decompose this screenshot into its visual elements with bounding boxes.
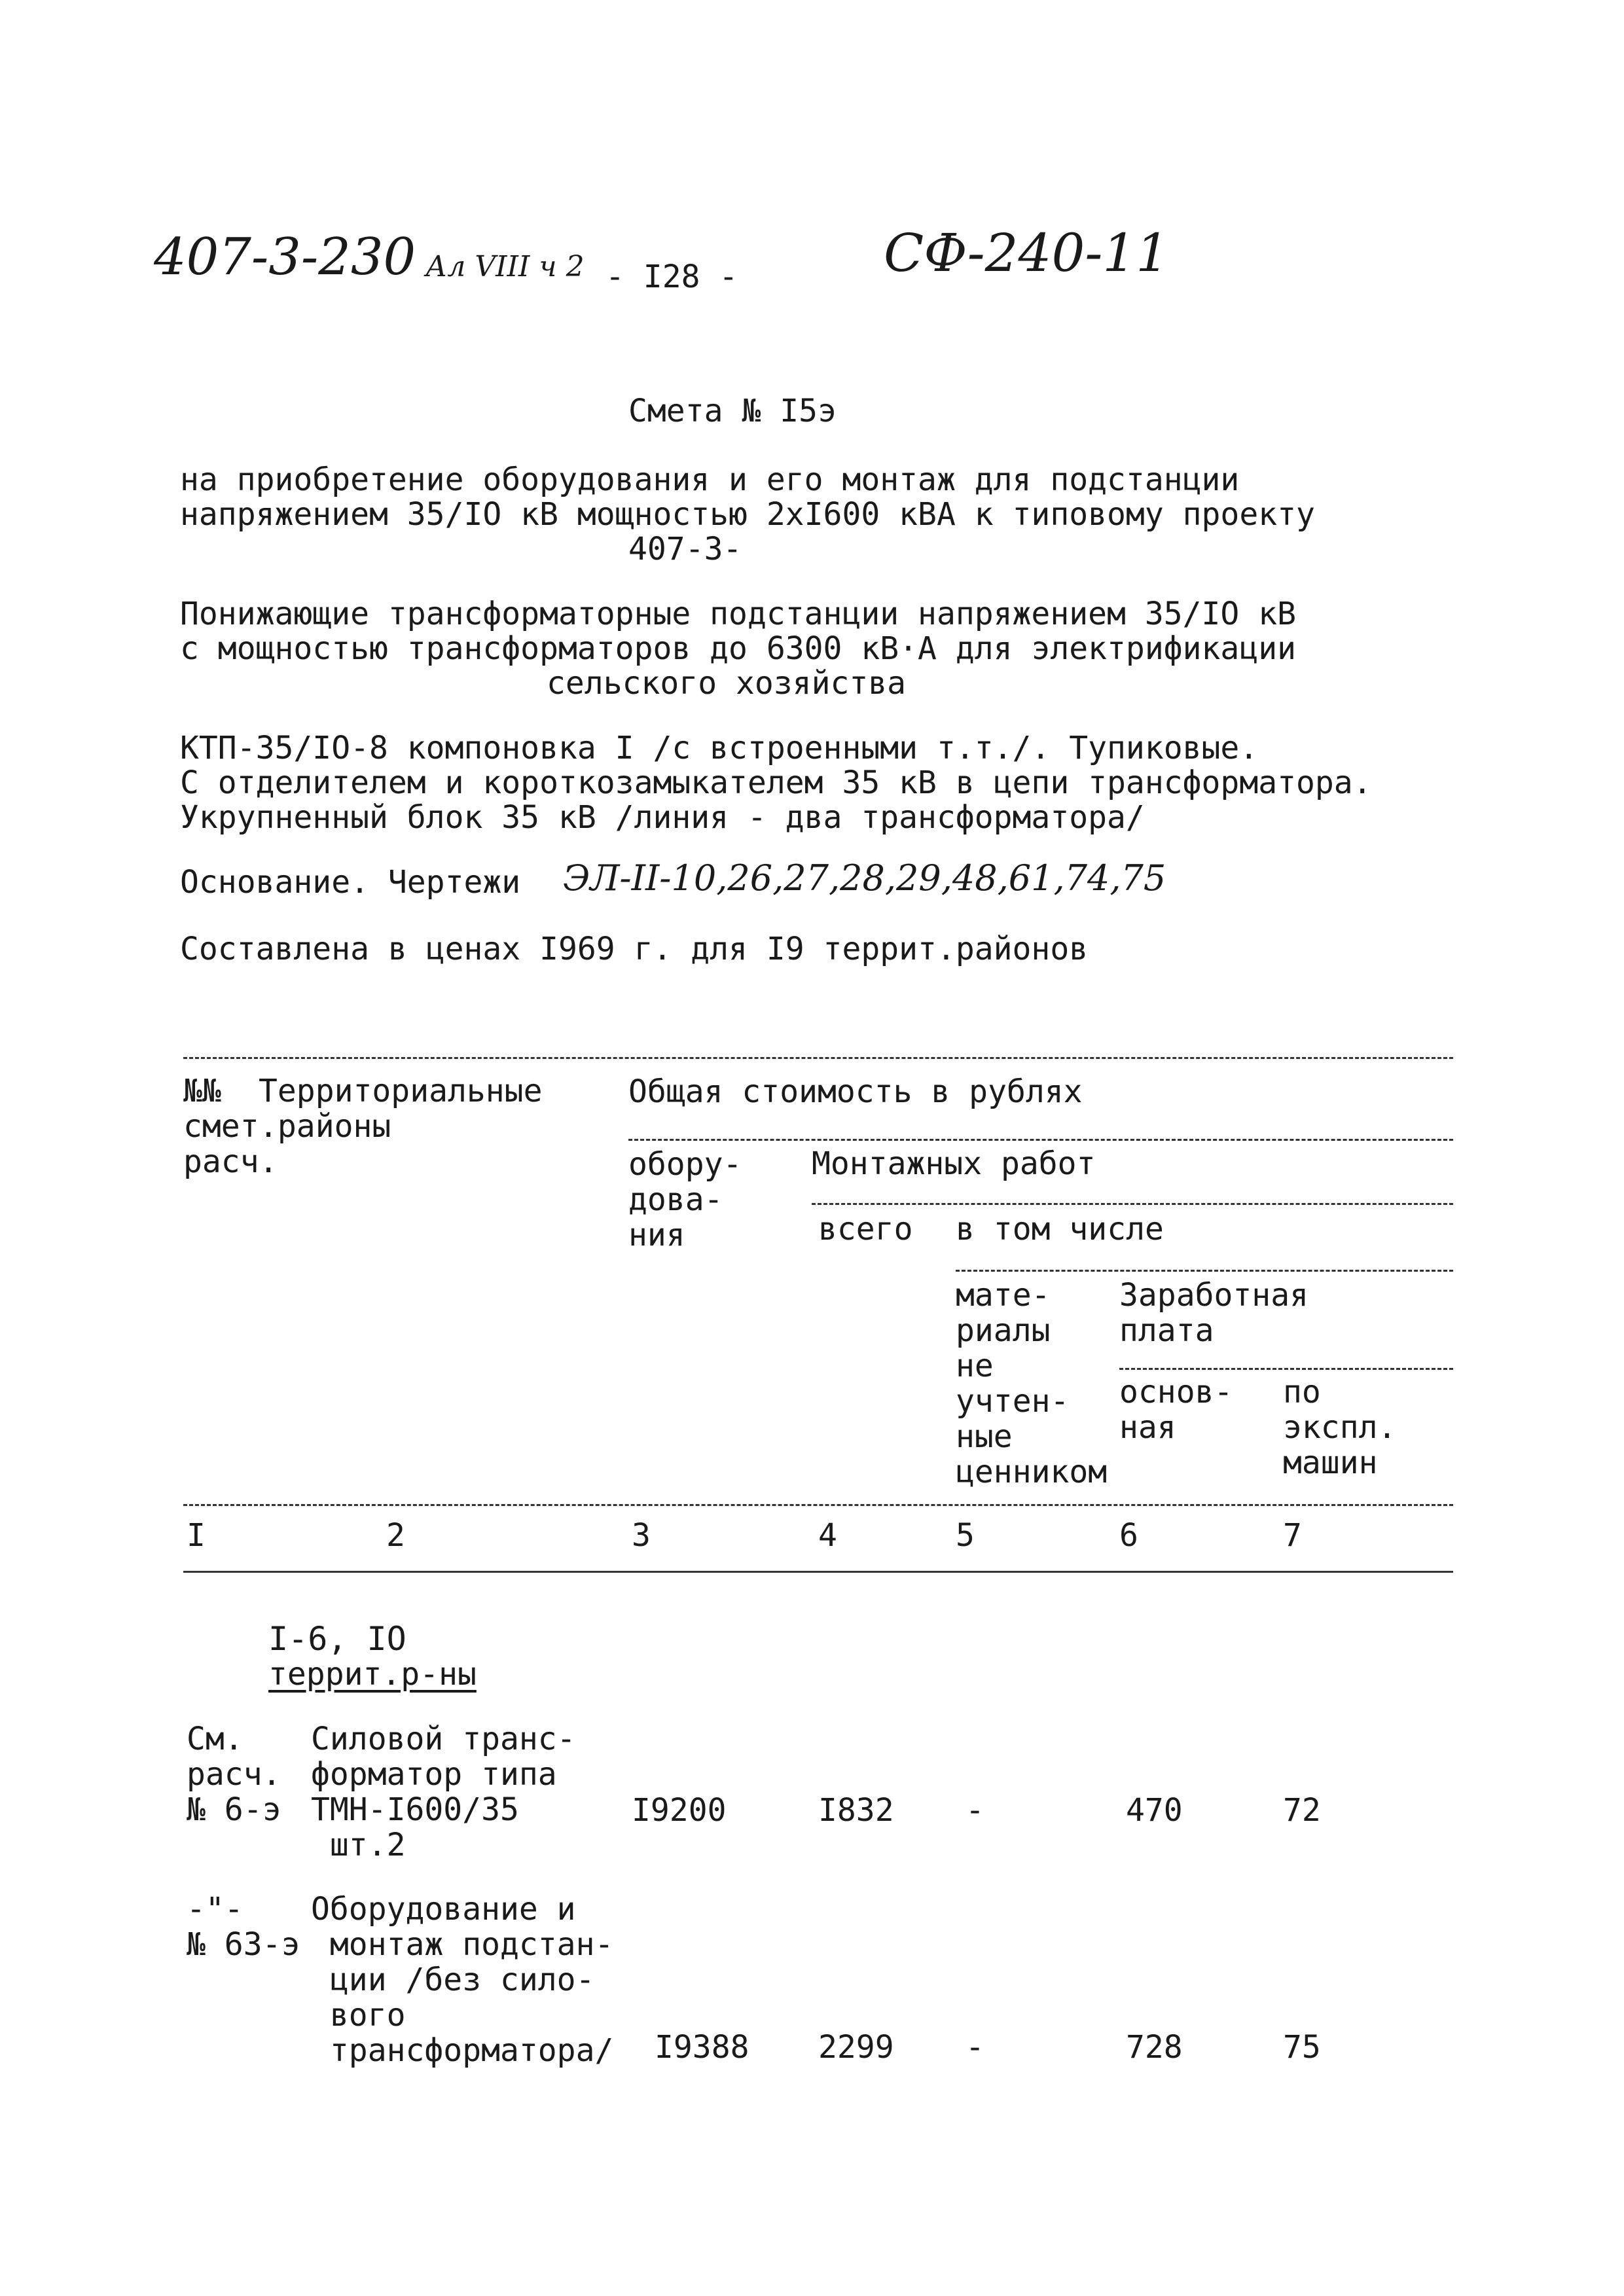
column-number-1: I <box>187 1517 206 1554</box>
table-row-name: Оборудование и монтаж подстан- ции /без сило- вого трансформатора/ <box>311 1891 614 2069</box>
header-basic-wage: основ- ная <box>1119 1374 1233 1446</box>
subtitle-line-3: 407-3- <box>628 531 742 567</box>
column-number-6: 6 <box>1119 1517 1138 1554</box>
header-including: в том числе <box>956 1211 1164 1247</box>
project-line-1: Понижающие трансформаторные подстанции напряжением 35/IO кВ <box>180 596 1297 632</box>
subtitle-line-1: на приобретение оборудования и его монтаж для подстанции <box>180 461 1240 498</box>
layout-line-1: КТП-35/IO-8 компоновка I /с встроенными т.т./. Тупиковые. <box>180 730 1259 766</box>
column-number-3: 3 <box>632 1517 651 1554</box>
rule-under-including <box>956 1270 1453 1272</box>
rule-under-total-cost <box>628 1139 1453 1141</box>
project-line-3: сельского хозяйства <box>547 665 907 702</box>
column-number-2: 2 <box>386 1517 405 1554</box>
table-row-basic-wage: 470 <box>1126 1792 1183 1829</box>
section-regions-subtitle: террит.р-ны <box>268 1656 477 1693</box>
header-materials: мате- риалы не учтен- ные ценником <box>956 1277 1108 1490</box>
basis-drawings-handwritten: ЭЛ-II-10,26,27,28,29,48,61,74,75 <box>563 857 1166 899</box>
estimate-heading: Смета № I5э <box>628 393 837 429</box>
table-row-equipment: I9200 <box>632 1792 727 1829</box>
column-number-4: 4 <box>818 1517 837 1554</box>
handwritten-document-code: СФ-240-11 <box>884 223 1170 283</box>
table-row-equipment: I9388 <box>655 2029 749 2066</box>
project-line-2: с мощностью трансформаторов до 6300 кВ·А для электрификации <box>180 630 1297 667</box>
header-machine-wage: по экспл. машин <box>1283 1374 1397 1481</box>
handwritten-album-note: Ал VIII ч 2 <box>425 250 585 283</box>
table-row-total: I832 <box>818 1792 894 1829</box>
layout-line-3: Укрупненный блок 35 кВ /линия - два трансформатора/ <box>180 799 1145 836</box>
basis-label: Основание. Чертежи <box>180 864 521 901</box>
header-total-cost: Общая стоимость в рублях <box>628 1073 1083 1110</box>
header-equipment: обору- дова- ния <box>628 1146 742 1253</box>
section-regions-title: I-6, IO <box>268 1620 406 1658</box>
column-numbers-rule <box>183 1571 1453 1573</box>
column-number-7: 7 <box>1283 1517 1302 1554</box>
header-estimate-number: №№ смет. расч. <box>183 1073 278 1180</box>
column-number-5: 5 <box>956 1517 975 1554</box>
header-wages: Заработная плата <box>1119 1277 1308 1349</box>
header-total: всего <box>818 1211 913 1247</box>
rule-under-wages <box>1119 1368 1453 1370</box>
layout-line-2: С отделителем и короткозамыкателем 35 кВ в цепи трансформатора. <box>180 764 1372 801</box>
table-row-materials: - <box>965 2029 984 2066</box>
table-row-ref: -"- № 63-э <box>187 1891 300 1963</box>
prices-note: Составлена в ценах I969 г. для I9 террит.районов <box>180 931 1089 967</box>
table-top-rule <box>183 1057 1453 1059</box>
table-row-machine-wage: 72 <box>1283 1792 1321 1829</box>
header-bottom-rule <box>183 1504 1453 1506</box>
table-row-machine-wage: 75 <box>1283 2029 1321 2066</box>
table-row-basic-wage: 728 <box>1126 2029 1183 2066</box>
header-territorial-regions: Территориальные районы <box>259 1073 543 1145</box>
subtitle-line-2: напряжением 35/IO кВ мощностью 2хI600 кВА к типовому проекту <box>180 496 1315 533</box>
table-row-name: Силовой транс- форматор типа ТМН-I600/35 шт.2 <box>311 1721 576 1863</box>
table-row-ref: См. расч. № 6-э <box>187 1721 281 1828</box>
page-number: - I28 - <box>605 259 738 295</box>
handwritten-project-code: 407-3-230 <box>154 228 416 287</box>
header-installation: Монтажных работ <box>812 1145 1096 1182</box>
table-row-total: 2299 <box>818 2029 894 2066</box>
rule-under-installation <box>812 1203 1453 1205</box>
table-row-materials: - <box>965 1792 984 1829</box>
